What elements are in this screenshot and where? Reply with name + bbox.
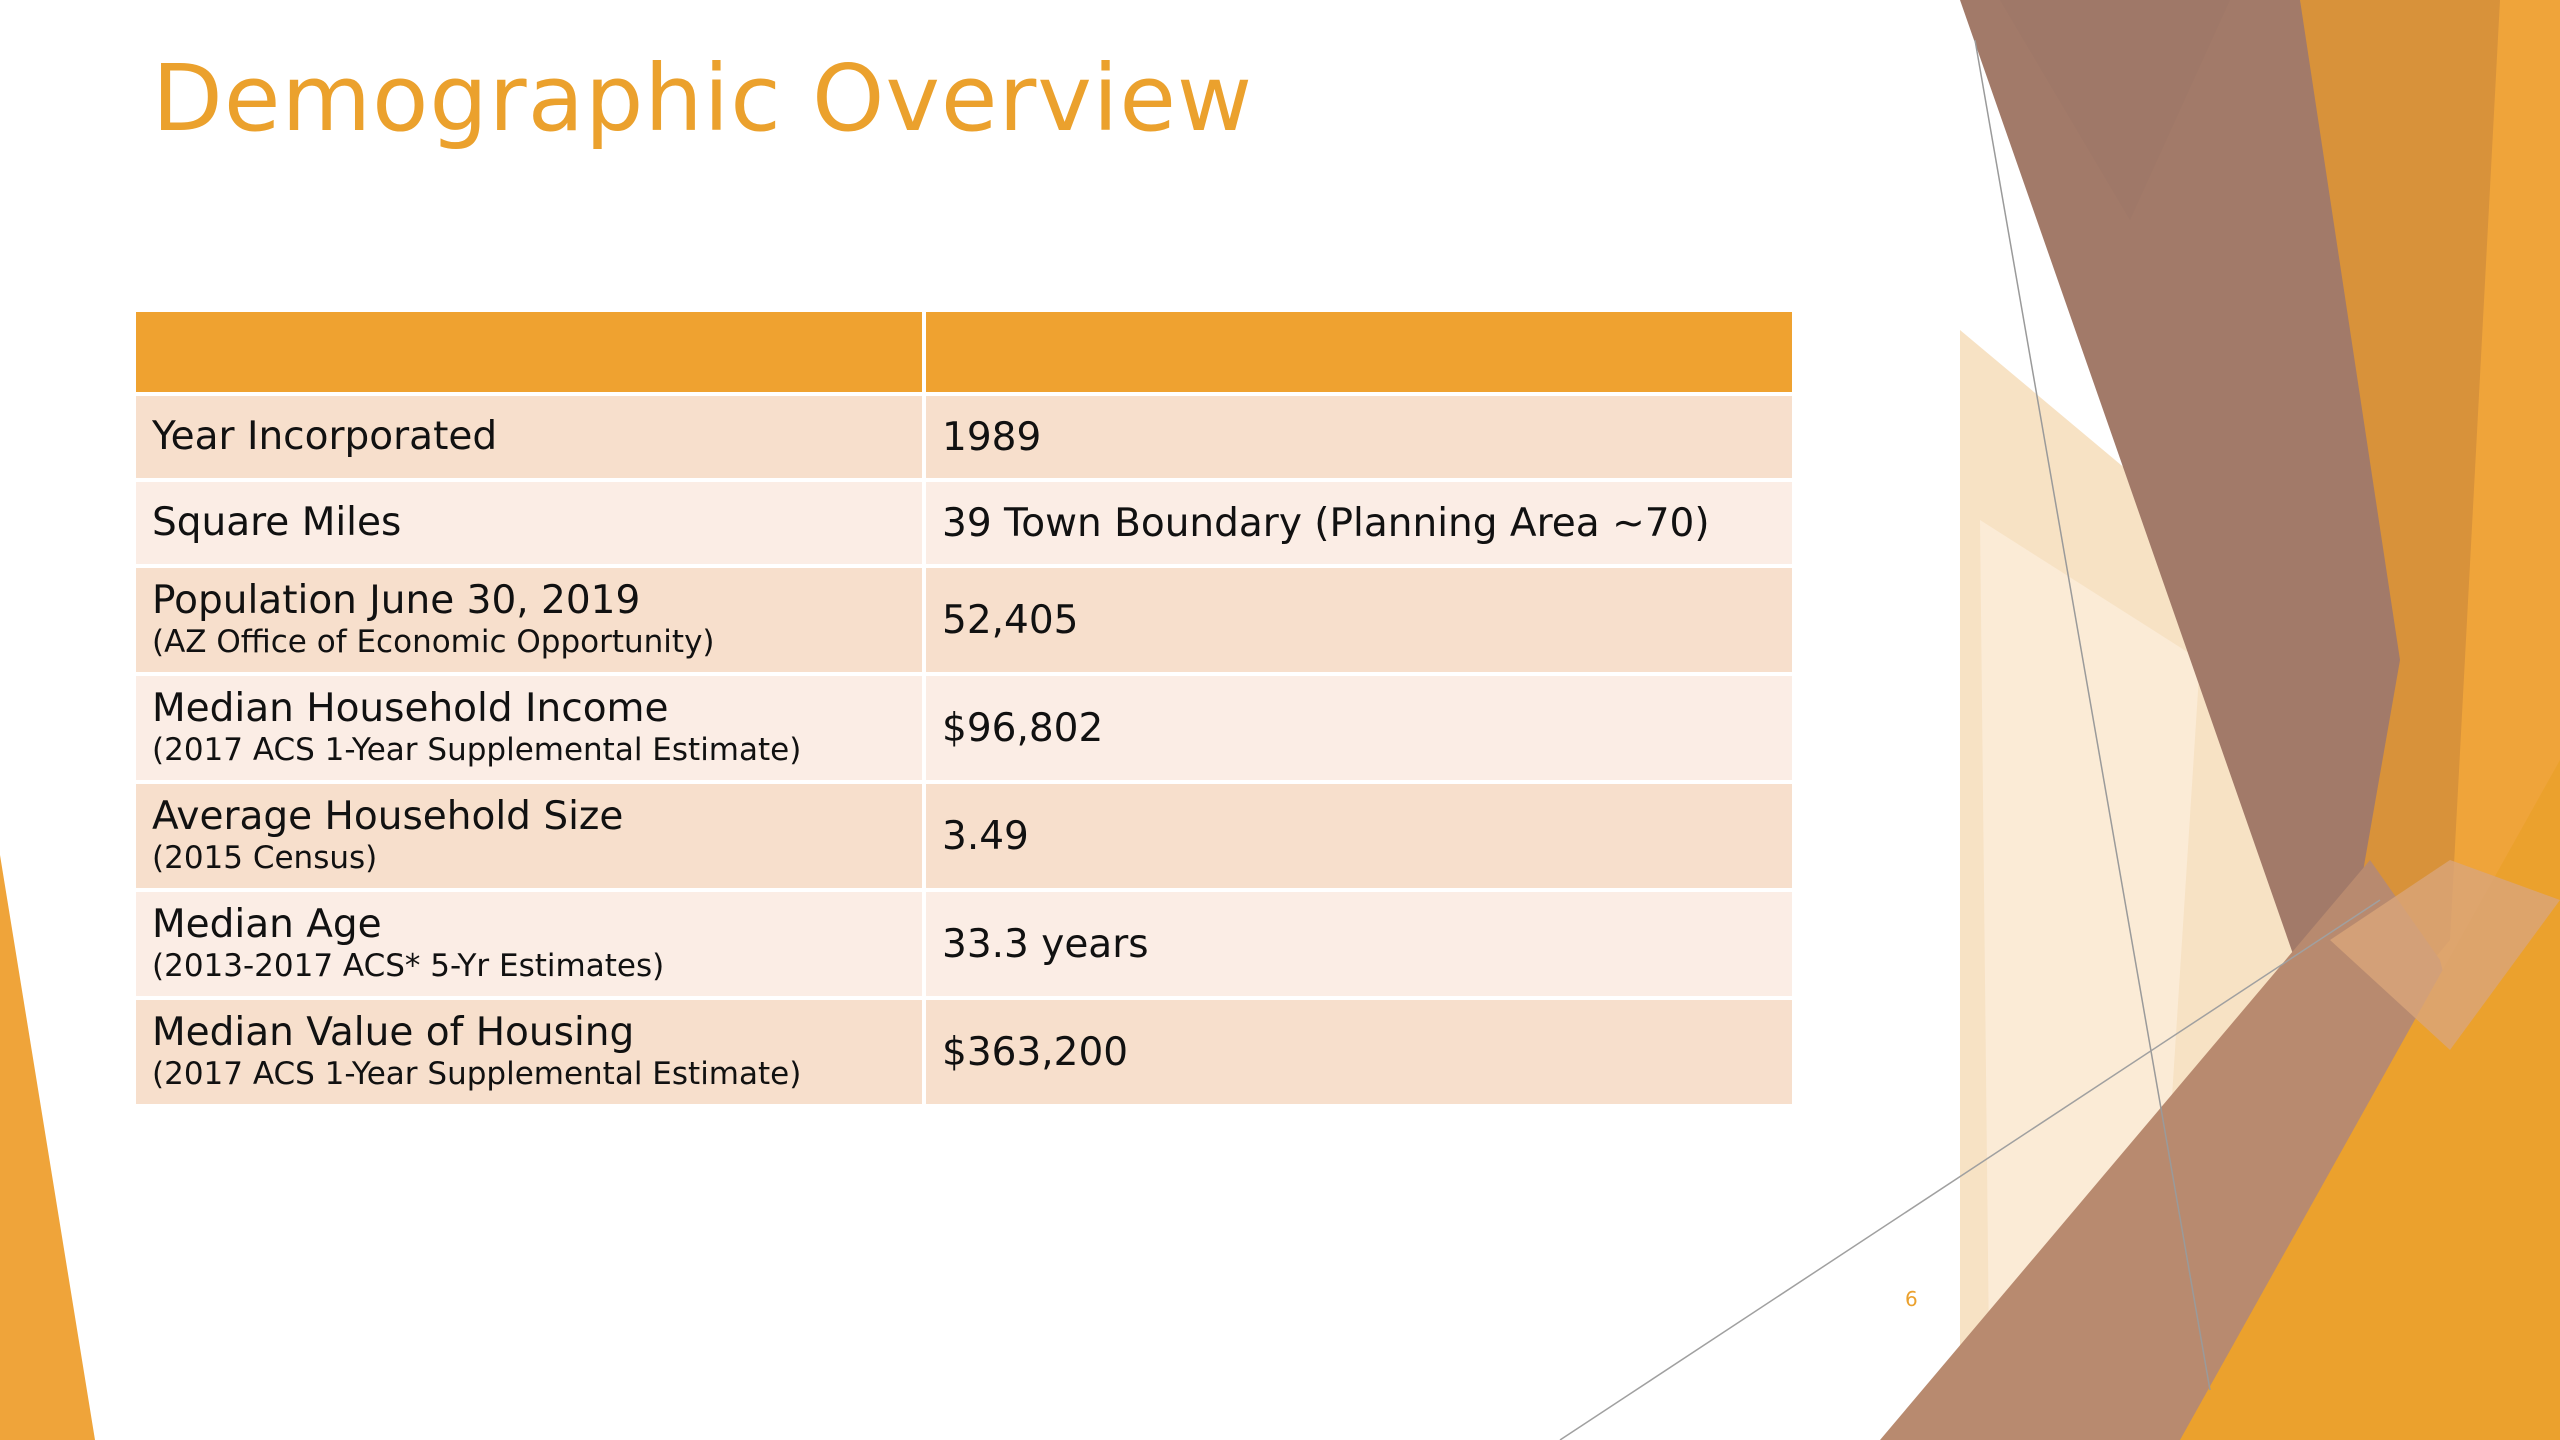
row-label: Median Age bbox=[152, 901, 382, 947]
table-row bbox=[136, 784, 1792, 888]
table-row bbox=[136, 676, 1792, 780]
table-row bbox=[136, 568, 1792, 672]
row-source-note: (2017 ACS 1-Year Supplemental Estimate) bbox=[152, 1055, 802, 1092]
table-label-cell bbox=[136, 482, 922, 564]
table-value-cell bbox=[926, 676, 1792, 780]
row-source-note: (2015 Census) bbox=[152, 839, 378, 876]
row-value: 3.49 bbox=[942, 813, 1029, 859]
row-label: Year Incorporated bbox=[152, 413, 498, 459]
row-value: $96,802 bbox=[942, 705, 1104, 751]
table-row bbox=[136, 482, 1792, 564]
table-label-cell bbox=[136, 568, 922, 672]
table-value-cell bbox=[926, 482, 1792, 564]
row-value: $363,200 bbox=[942, 1029, 1129, 1075]
table-row bbox=[136, 1000, 1792, 1104]
demographic-table bbox=[136, 312, 1792, 1108]
row-label: Median Value of Housing bbox=[152, 1009, 635, 1055]
row-value: 52,405 bbox=[942, 597, 1079, 643]
left-accent-shape bbox=[0, 855, 95, 1440]
table-value-cell bbox=[926, 396, 1792, 478]
table-label-cell bbox=[136, 1000, 922, 1104]
table-value-cell bbox=[926, 892, 1792, 996]
table-row bbox=[136, 892, 1792, 996]
table-label-cell bbox=[136, 676, 922, 780]
row-value: 1989 bbox=[942, 414, 1042, 460]
row-value: 39 Town Boundary (Planning Area ~70) bbox=[942, 500, 1710, 546]
row-label: Average Household Size bbox=[152, 793, 624, 839]
slide-title: Demographic Overview bbox=[152, 45, 1254, 152]
row-source-note: (2017 ACS 1-Year Supplemental Estimate) bbox=[152, 731, 802, 768]
table-header-cell bbox=[136, 312, 922, 392]
row-label: Median Household Income bbox=[152, 685, 669, 731]
slide-page-number: 6 bbox=[1905, 1287, 1918, 1311]
table-label-cell bbox=[136, 784, 922, 888]
table-header-row bbox=[136, 312, 1792, 392]
table-value-cell bbox=[926, 1000, 1792, 1104]
table-value-cell bbox=[926, 568, 1792, 672]
table-header-cell bbox=[926, 312, 1792, 392]
row-label: Square Miles bbox=[152, 499, 402, 545]
table-label-cell bbox=[136, 396, 922, 478]
table-row bbox=[136, 396, 1792, 478]
table-value-cell bbox=[926, 784, 1792, 888]
row-source-note: (2013-2017 ACS* 5-Yr Estimates) bbox=[152, 947, 665, 984]
row-label: Population June 30, 2019 bbox=[152, 577, 641, 623]
row-value: 33.3 years bbox=[942, 921, 1149, 967]
row-source-note: (AZ Office of Economic Opportunity) bbox=[152, 623, 715, 660]
table-label-cell bbox=[136, 892, 922, 996]
